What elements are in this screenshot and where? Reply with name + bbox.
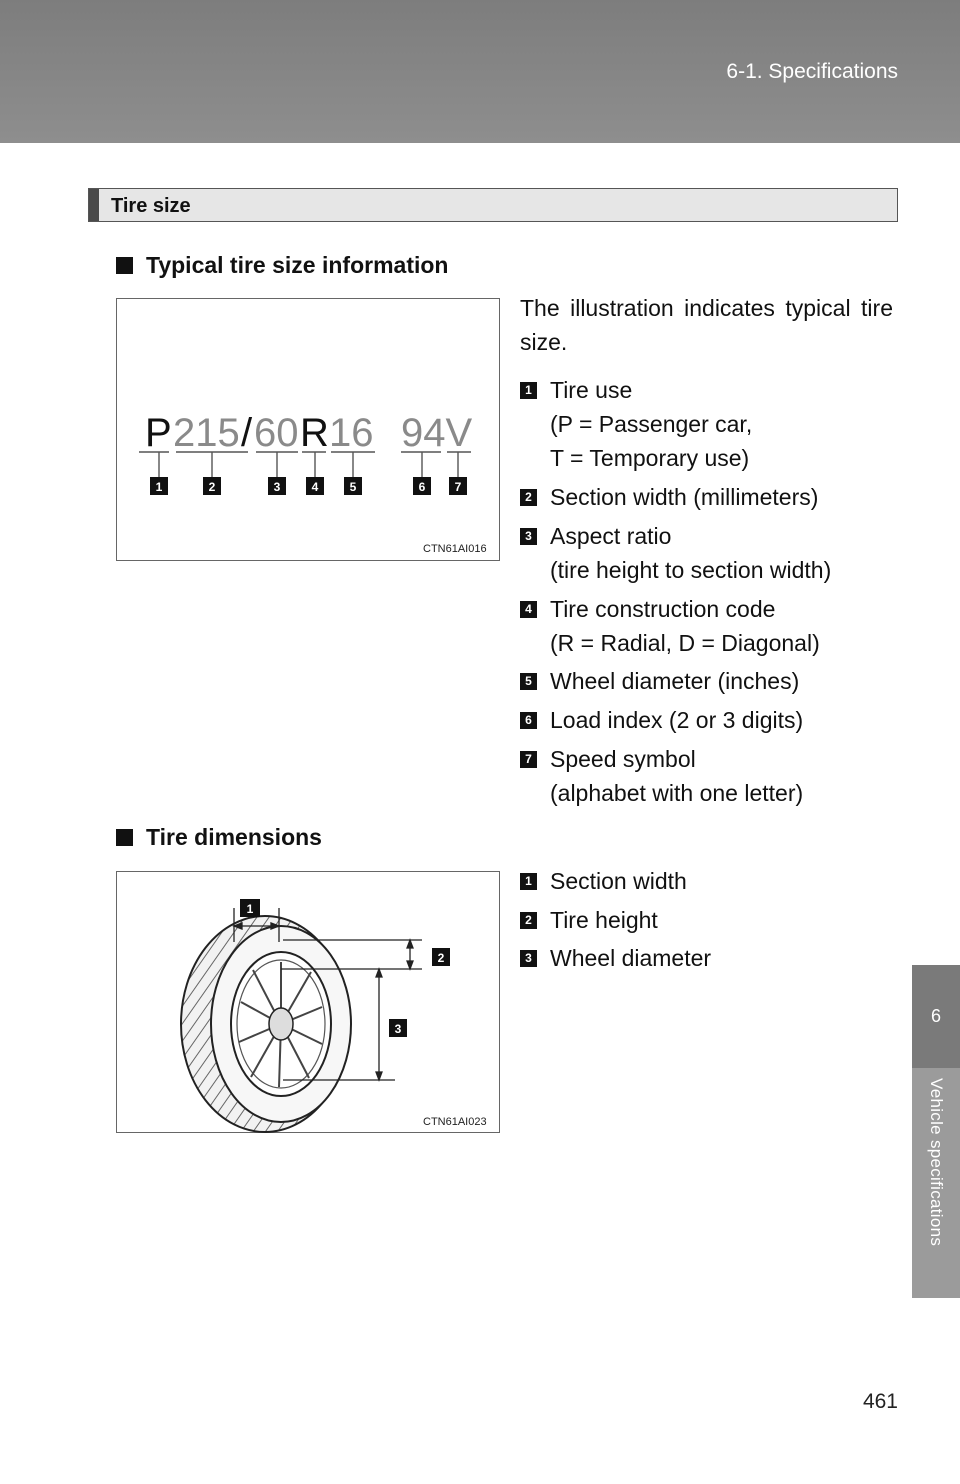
chapter-tab[interactable]: 6 [912, 965, 960, 1068]
svg-text:1: 1 [155, 480, 163, 494]
number-badge: 4 [520, 601, 537, 618]
item-text: Wheel diameter (inches) [550, 668, 800, 694]
svg-text:5: 5 [349, 480, 357, 494]
code-load-speed: 94V [401, 411, 473, 455]
svg-text:6: 6 [418, 480, 426, 494]
item-text: (tire height to section width) [550, 557, 832, 583]
number-badge: 7 [520, 751, 537, 768]
figure-code-2: CTN61AI023 [423, 1116, 487, 1128]
section-accent [89, 189, 99, 221]
square-bullet-icon [116, 829, 133, 846]
header-band [0, 0, 960, 143]
svg-text:3: 3 [273, 480, 281, 494]
chapter-label: Vehicle specifications [927, 1078, 946, 1247]
item-text: Tire height [550, 907, 658, 933]
page-number: 461 [862, 1390, 898, 1413]
item-text: (P = Passenger car, [550, 411, 753, 437]
item-text: Wheel diameter [550, 945, 712, 971]
square-bullet-icon [116, 257, 133, 274]
wheel-hub [269, 1008, 293, 1040]
code-p: P [145, 411, 172, 455]
svg-text:2: 2 [208, 480, 216, 494]
number-badge: 2 [520, 489, 537, 506]
svg-text:3: 3 [394, 1022, 402, 1036]
typical-intro: The illustration indicates typical tire size. [520, 295, 893, 355]
number-badge: 6 [520, 712, 537, 729]
code-width: 215 [173, 411, 240, 455]
number-badge: 1 [520, 382, 537, 399]
typical-heading-text: Typical tire size information [146, 252, 449, 278]
item-text: Speed symbol [550, 746, 696, 772]
code-r: R [300, 411, 329, 455]
number-badge: 3 [520, 950, 537, 967]
item-text: Load index (2 or 3 digits) [550, 707, 804, 733]
section-title: Tire size [111, 195, 191, 217]
item-text: Tire use [550, 377, 633, 403]
chapter-label-tab[interactable] [912, 1068, 960, 1298]
svg-text:4: 4 [311, 480, 319, 494]
number-badge: 2 [520, 912, 537, 929]
number-badge: 3 [520, 528, 537, 545]
code-slash: / [241, 411, 253, 455]
svg-text:7: 7 [454, 480, 462, 494]
item-text: (R = Radial, D = Diagonal) [550, 630, 820, 656]
typical-heading [116, 252, 448, 279]
dimensions-heading [116, 824, 322, 851]
code-diameter: 16 [329, 411, 374, 455]
tire-size-figure [116, 298, 500, 561]
tire-size-illustration [117, 299, 501, 562]
number-badge: 1 [520, 873, 537, 890]
callout-badges [150, 477, 467, 495]
tire-illustration [117, 872, 501, 1134]
header-title: 6-1. Specifications [726, 60, 898, 83]
tire-dimensions-figure [116, 871, 500, 1133]
item-text: Section width (millimeters) [550, 484, 819, 510]
item-text: T = Temporary use) [550, 445, 750, 471]
number-badge: 5 [520, 673, 537, 690]
item-text: (alphabet with one letter) [550, 780, 804, 806]
item-text: Tire construction code [550, 596, 776, 622]
code-ratio: 60 [254, 411, 299, 455]
item-text: Aspect ratio [550, 523, 672, 549]
item-text: Section width [550, 868, 687, 894]
svg-text:2: 2 [437, 951, 445, 965]
svg-text:1: 1 [246, 902, 254, 916]
figure-code-1: CTN61AI016 [423, 543, 487, 555]
section-title-bar [88, 188, 898, 222]
dimensions-heading-text: Tire dimensions [146, 824, 322, 850]
callout-lines [139, 452, 471, 477]
